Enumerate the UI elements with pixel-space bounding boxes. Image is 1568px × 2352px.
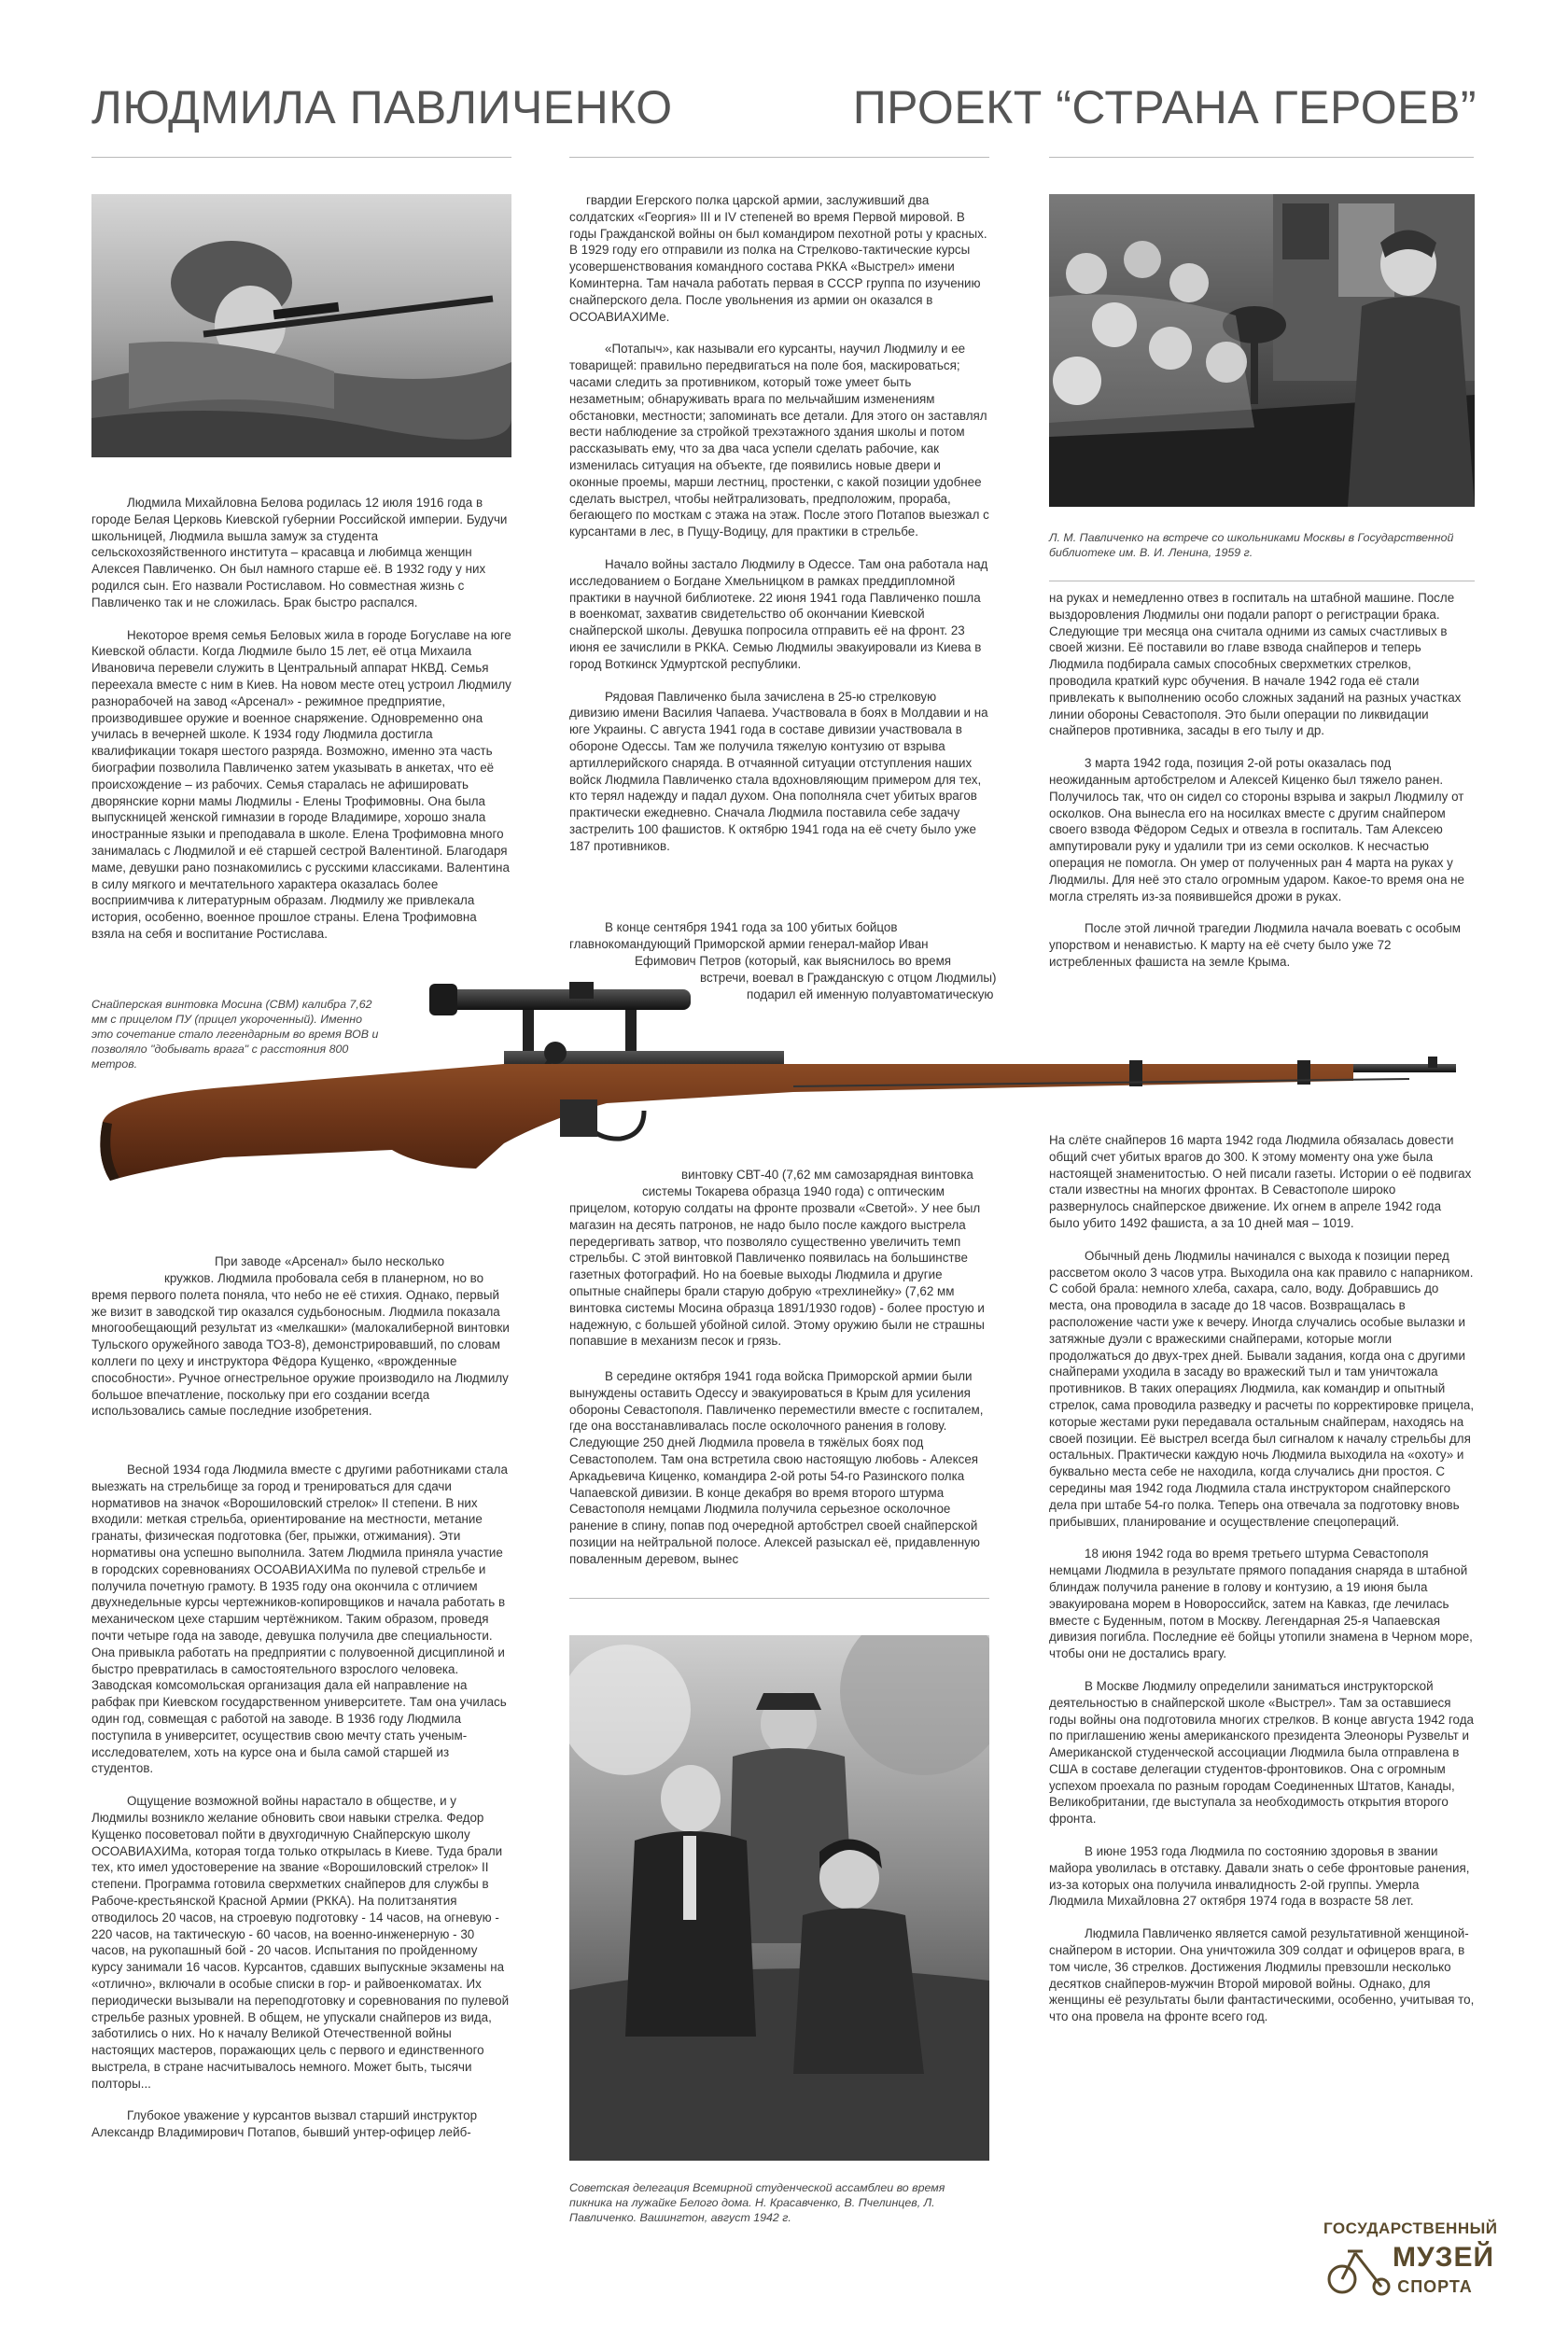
sept-line: Ефимович Петров (который, как выяснилось во время <box>635 954 952 968</box>
paragraph: на руках и немедленно отвез в госпиталь на штабной машине. После выздоровления Людмилы они подали рапорт о регистрации брака. Следующие три месяца она считала одними из самых счастливых в своей жизни. Её поставили во главе взвода снайперов и теперь Людмила подбирала самых способных сверхметких стрелков, проводила краткий курс обучения. В начале 1942 года её стали привлекать к выполнению особо сложных заданий на разных участках линии обороны Севастополя. Это были операции по ликвидации снайперов противника, засады в его тылу и др. <box>1049 591 1462 738</box>
paragraph: 18 июня 1942 года во время третьего штурма Севастополя немцами Людмила в результате прямого попадания снаряда в штабной блиндаж получила ранение в голову и контузию, а 19 июня была эвакуирована морем в Новороссийск, затем на Кавказ, где лечилась вместе с Буденным, потом в Москву. Легендарная 25-я Чапаевская дивизия погибла. Последние её бойцы утопили знамена в Черном море, чтобы они не достались врагу. <box>1049 1547 1473 1661</box>
col1-text-bottom <box>91 1462 511 2157</box>
paragraph: Глубокое уважение у курсантов вызвал старший инструктор Александр Владимирович Потапов, бывший унтер-офицер лейб- <box>91 2108 478 2140</box>
col3-text-top <box>1049 590 1475 987</box>
paragraph: Рядовая Павличенко была зачислена в 25-ю стрелковую дивизию имени Василия Чапаева. Участвовала в боях в Молдавии и на юге Украины. С августа 1941 года в составе дивизии участвовала в обороне Одессы. Там же получила тяжелую контузию от взрыва артиллерийского снаряда. В отчаянной ситуации отступления наших войск Людмила Павличенко стала вдохновляющим примером для тех, кто терял надежду и падал духом. Она пополняла счет убитых врагов практически ежедневно. Сначала Людмила поставила себе задачу застрелить 100 фашистов. К октябрю 1941 года на её счету было уже 187 противников. <box>569 689 988 853</box>
paragraph: Весной 1934 года Людмила вместе с другими работниками стала выезжать на стрельбище за город и тренироваться для сдачи нормативов на значок «Ворошиловский стрелок» II степени. В них входили: меткая стрельба, ориентирование на местности, метание гранаты, физическая подготовка (бег, прыжки, отжимания). Эти нормативы она успешно выполнила. Затем Людмила приняла участие в городских соревнованиях ОСОАВИАХИМа по пулевой стрельбе и получила почетную грамоту. В 1935 году она окончила с отличием двухнедельные курсы чертежников-копировщиков и начала работать в механическом цехе старшим чертёжником. Таким образом, проведя почти четыре года на заводе, девушка получила две специальности. Она привыкла работать на предприятии с полувоенной дисциплиной и быстро превратилась в самостоятельного взрослого человека. Заводская комсомольская организация дала ей направление на рабфак при Киевском государственном университете. Там она училась один год, совмещая с работой на заводе. В 1936 году Людмила поступила в университет, осуществив свою мечту стать ученым-исследователем, хоть на курсе она и была самой старшей из студентов. <box>91 1463 508 1776</box>
paragraph: В Москве Людмилу определили заниматься инструкторской деятельностью в снайперской школе «Выстрел». Там за оставшиеся годы войны она подготовила многих стрелков. В конце августа 1942 года по приглашению жены американского президента Элеоноры Рузвельт и Американской студенческой ассоциации Людмила была отправлена в США в составе делегации студентов-фронтовиков. Она с огромным успехом проехала по разным городам Соединенных Штатов, Канады, Великобритании, где выступала за необходимость открытия второго фронта. <box>1049 1678 1474 1827</box>
sept-line: главнокомандующий Приморской армии генерал-майор Иван <box>569 937 929 951</box>
header-rule-right <box>1049 157 1474 158</box>
paragraph: Ощущение возможной войны нарастало в обществе, и у Людмилы возникло желание обновить свои навыки стрелка. Федор Кущенко посоветовал пойти в двухгодичную Снайперскую школу ОСОАВИАХИМа, которая тогда только открылась в Киеве. Туда брали тех, кто имел удостоверение на звание «Ворошиловский стрелок» II степени. Программа готовила сверхметких снайперов для службы в Рабоче-крестьянской Красной Армии (РККА). На политзанятия отводилось 20 часов, на строевую подготовку - 14 часов, на огневую - 220 часов, на тактическую - 60 часов, на военно-инженерную - 30 часов, на рукопашный бой - 20 часов. Испытания по пройденному курсу занимали 16 часов. Курсантов, сдавших выпускные экзамены на «отлично», включали в особые списки в гор- и райвоенкоматах. Их периодически вызывали на переподготовку и соревнования по пулевой стрельбе разных уровней. В общем, не упускали снайперов из вида, заботились о них. Но к началу Великой Отечественной войны настоящих мастеров, поражающих цель с первого и единственного выстрела, в стране насчитывалось немного. Может быть, тысячи полторы... <box>91 1794 510 2091</box>
paragraph: Людмила Павличенко является самой результативной женщиной-снайпером в истории. Она уничтожила 309 солдат и офицеров врага, в том числе, 36 стрелков. Достижения Людмилы превзошли несколько десятков снайперов-мужчин Второй мировой войны. Однако, для женщины её результаты были фантастическими, особенно, учитывая то, что она провела на фронте всего год. <box>1049 1926 1475 2024</box>
paragraph: гвардии Егерского полка царской армии, заслуживший два солдатских «Георгия» III и IV степеней во время Первой мировой. В годы Гражданской войны он был командиром пехотной роты у красных. В 1929 году его отправили из полка на Стрелково-тактические курсы усовершенствования командного состава РККА «Выстрел» имени Коминтерна. Там начала работать первая в СССР группа по изучению снайперского дела. После увольнения из армии он оказался в ОСОАВИАХИМе. <box>569 193 987 324</box>
col2-rule <box>569 1598 989 1599</box>
paragraph: Людмила Михайловна Белова родилась 12 июля 1916 года в городе Белая Церковь Киевской губернии Российской империи. Будучи школьницей, Людмила вышла замуж за студента сельскохозяйственного института – красавца и любимца женщин Алексея Павличенко. Он был намного старше её. В 1932 году у них родился сын. Его назвали Ростиславом. Но совместная жизнь с Павличенко так и не сложилась. Брак быстро распался. <box>91 496 508 609</box>
logo-line3: СПОРТА <box>1397 2277 1473 2296</box>
project-title: ПРОЕКТ “СТРАНА ГЕРОЕВ” <box>852 81 1477 133</box>
factory-para-first: При заводе «Арсенал» было несколько <box>215 1254 445 1268</box>
photo-sniper-aiming <box>91 194 511 457</box>
factory-para-rest: кружков. Людмила пробовала себя в планерном, но во время первого полета поняла, что небо не её стихия. Однако, первый же визит в заводской тир оказался судьбоносным. Людмила показала многообещающий результат из «мелкашки» (малокалиберной винтовки Тульского оружейного завода ТОЗ-8), демонстрировавший, по словам коллеги по цеху и инструктора Фёдора Кущенко, «врожденные способности». Ручное огнестрельное оружие производило на Людмилу большое впечатление, поскольку при его создании всегда использовались самые последние изобретения. <box>91 1271 510 1419</box>
paragraph: 3 марта 1942 года, позиция 2-ой роты оказалась под неожиданным артобстрелом и Алексей Киценко был тяжело ранен. Получилось так, что он сидел со стороны взрыва и закрыл Людмилу от осколков. Она вынесла его на носилках вместе с другим снайпером своего взвода Фёдором Седых и отвезла в госпиталь. Там Алексею ампутировали руку и удалили три из семи осколков. К несчастью операция не помогла. Он умер от полученных ран 4 марта на руках у Людмилы. Для неё это стало огромным ударом. Какое-то время она не могла стрелять из-за появившейся дрожи в руках. <box>1049 756 1464 903</box>
logo-line2: МУЗЕЙ <box>1393 2242 1495 2273</box>
paragraph: Обычный день Людмилы начинался с выхода к позиции перед рассветом около 3 часов утра. Выходила она как правило с напарником. С собой брала: немного хлеба, сахара, сало, воду. Добравшись до места, она проводила в засаде до 18 часов. Возвращалась в расположение части уже к вечеру. Иногда случались особые вылазки и затяжные дуэли с вражескими снайперами, которые могли продолжаться до двух-трех дней. Бывали задания, когда она с другими снайперами уходила в засаду во вражеский тыл и там уничтожала противников. В таких операциях Людмила, как командир и опытный стрелок, сама проводила разведку и расчеты по корректировке прицела, которые жестами руки передавала остальным снайперам, находясь на своей позиции. Её выстрел всегда был сигналом к началу стрельбы для остальных. Практически каждую ночь Людмила выходила на «охоту» и буквально места себе не находила, когда случались дни простоя. С середины мая 1942 года Людмила стала инструктором снайперского дела при штабе 54-го полка. Теперь она отвечала за подготовку вновь прибывших, планирование и осуществление спецопераций. <box>1049 1248 1475 1529</box>
rifle-caption: Снайперская винтовка Мосина (СВМ) калибра 7,62 мм с прицелом ПУ (прицел укороченный). Именно это сочетание стало легендарным во время ВОВ и позволяло "добывать врага" с расстояния 800 метров. <box>91 998 379 1071</box>
sept-line: подарил ей именную полуавтоматическую <box>747 987 994 1001</box>
paragraph: Начало войны застало Людмилу в Одессе. Там она работала над исследованием о Богдане Хмельницком в рамках преддипломной практики в научной библиотеке. 22 июня 1941 года Павличенко пошла в военкомат, захватив свидетельство об окончании Киевской снайперской школы. Девушка попросила отправить её на фронт. 23 июня ее зачислили в РККА. Семью Людмилы эвакуировали из Киева в город Воткинск Удмуртской республики. <box>569 556 988 671</box>
paragraph: На слёте снайперов 16 марта 1942 года Людмила обязалась довести общий счет убитых врагов до 300. К этому моменту она уже была настоящей знаменитостью. О ней писали газеты. Истории о её подвигах стали известны на многих фронтах. В Севастополе широко развернулось снайперское движение. Их огнем в апреле 1942 года было убито 1492 фашиста, а за 10 дней мая – 1019. <box>1049 1133 1472 1230</box>
photo-delegation-washington <box>569 1635 989 2161</box>
col2-text-top <box>569 192 989 870</box>
header-rule-center <box>569 157 989 158</box>
col1-text-top <box>91 495 511 959</box>
paragraph: В июне 1953 года Людмила по состоянию здоровья в звании майора уволилась в отставку. Давали знать о себе фронтовые ранения, из-за которых она получила инвалидность 2-ой группы. Умерла Людмила Михайловна 27 октября 1974 года в возрасте 58 лет. <box>1049 1844 1470 1909</box>
paragraph: «Потапыч», как называли его курсанты, научил Людмилу и ее товарищей: правильно передвигаться на поле боя, маскироваться; часами следить за противником, который тоже умеет быть незаметным; обнаруживать врага по мельчайшим изменениям обстановки, местности; запоминать все детали. Для этого он заставлял вести наблюдение за стройкой трехэтажного здания школы и потом рассказывать ему, что за два часа успели сделать рабочие, как изменилась ситуация на объекте, где появились новые двери и оконные проемы, марши лестниц, простенки, с какой позиции удобнее сделать выстрел, чтобы нейтрализовать, предположим, прораба, бегающего по мосткам с этажа на этаж. После этого Потапов выезжал с курсантами в лес, в Пущу-Водицу, для практики в стрельбе. <box>569 342 989 539</box>
photo-school-meeting <box>1049 194 1475 507</box>
header-rule-left <box>91 157 511 158</box>
museum-logo <box>1323 2219 1498 2313</box>
svt-line: винтовку СВТ-40 (7,62 мм самозарядная винтовка <box>681 1168 973 1182</box>
school-meeting-caption: Л. М. Павличенко на встрече со школьниками Москвы в Государственной библиотеке им. В. И. Ленина, 1959 г. <box>1049 531 1454 559</box>
paragraph: Некоторое время семья Беловых жила в городе Богуславе на юге Киевской области. Когда Людмиле было 15 лет, её отца Михаила Ивановича перевели служить в Центральный аппарат НКВД. Семья переехала вместе с ним в Киев. На новом месте отец устроил Людмилу разнорабочей на завод «Арсенал» - режимное предприятие, производившее оружие и военное снаряжение. Одновременно она училась в вечерней школе. К 1934 году Людмила достигла квалификации токаря шестого разряда. Возможно, именно эта часть биографии позволила Павличенко затем указывать в анкетах, что её происхождение – из рабочих. Семья старалась не афишировать дворянские корни мамы Людмилы - Елены Трофимовны. Она была выпускницей женской гимназии в городе Владимире, хорошо знала иностранные языки и преподавала в школе. Елена Трофимовна много занималась с Людмилой и её старшей сестрой Валентиной. Благодаря маме, девушки рано познакомились с русскими классиками. Валентина в силу мягкого и мечтательного характера оказалась более восприимчива к литературным образам. Людмилу же привлекала история, особенно, военное прошлое страны. Елена Трофимовна взяла на себя и воспитание Ростислава. <box>91 627 511 941</box>
svt-line: системы Токарева образца 1940 года) с оптическим <box>642 1184 945 1198</box>
bicycle-icon <box>1327 2244 1394 2300</box>
col2-text-after <box>569 1368 989 1584</box>
delegation-caption: Советская делегация Всемирной студенческой ассамблеи во время пикника на лужайке Белого дома. Н. Красавченко, В. Пчелинцев, Л. Павличенко. Вашингтон, август 1942 г. <box>569 2181 945 2224</box>
col3-text-bottom <box>1049 1132 1475 2041</box>
sept-line: В конце сентября 1941 года за 100 убитых бойцов <box>605 920 898 934</box>
paragraph: В середине октября 1941 года войска Приморской армии были вынуждены оставить Одессу и эвакуироваться в Крым для усиления обороны Севастополя. Павличенко переместили вместе с госпиталем, где она восстанавливалась после осколочного ранения в голову. Следующие 250 дней Людмила провела в тяжёлых боях под Севастополем. Там она встретила свою настоящую любовь - Алексея Аркадьевича Киценко, командира 2-ой роты 54-го Разинского полка Чапаевской дивизии. В конце декабря во время второго штурма Севастополя немцами Людмила получила серьезное осколочное ранение в спину, попав под очередной артобстрел своей снайперской позиции на нейтральной полосе. Алексей разыскал её, придавленную поваленным деревом, вынес <box>569 1369 984 1566</box>
paragraph: После этой личной трагедии Людмила начала воевать с особым упорством и ненавистью. К марту на её счету было уже 72 истребленных фашиста на земле Крыма. <box>1049 921 1461 969</box>
sept-line: встречи, воевал в Гражданскую с отцом Людмилы) <box>700 971 997 985</box>
logo-line1: ГОСУДАРСТВЕННЫЙ <box>1323 2219 1498 2237</box>
page-title: ЛЮДМИЛА ПАВЛИЧЕНКО <box>91 81 673 133</box>
svt-para-rest: прицелом, которую солдаты на фронте прозвали «Светой». У нее был магазин на десять патронов, не надо было после каждого выстрела передергивать затвор, что позволяло существенно увеличить темп стрельбы. С этой винтовкой Павличенко появилась на большинстве газетных фотографий. Но на боевые выходы Людмила и другие опытные снайперы брали старую добрую «трехлинейку» (7,62 мм винтовка системы Мосина образца 1891/1930 годов) - более простую и надежную, с большей убойной силой. Этому оружию были не страшны попавшие в механизм песок и грязь. <box>569 1201 985 1349</box>
